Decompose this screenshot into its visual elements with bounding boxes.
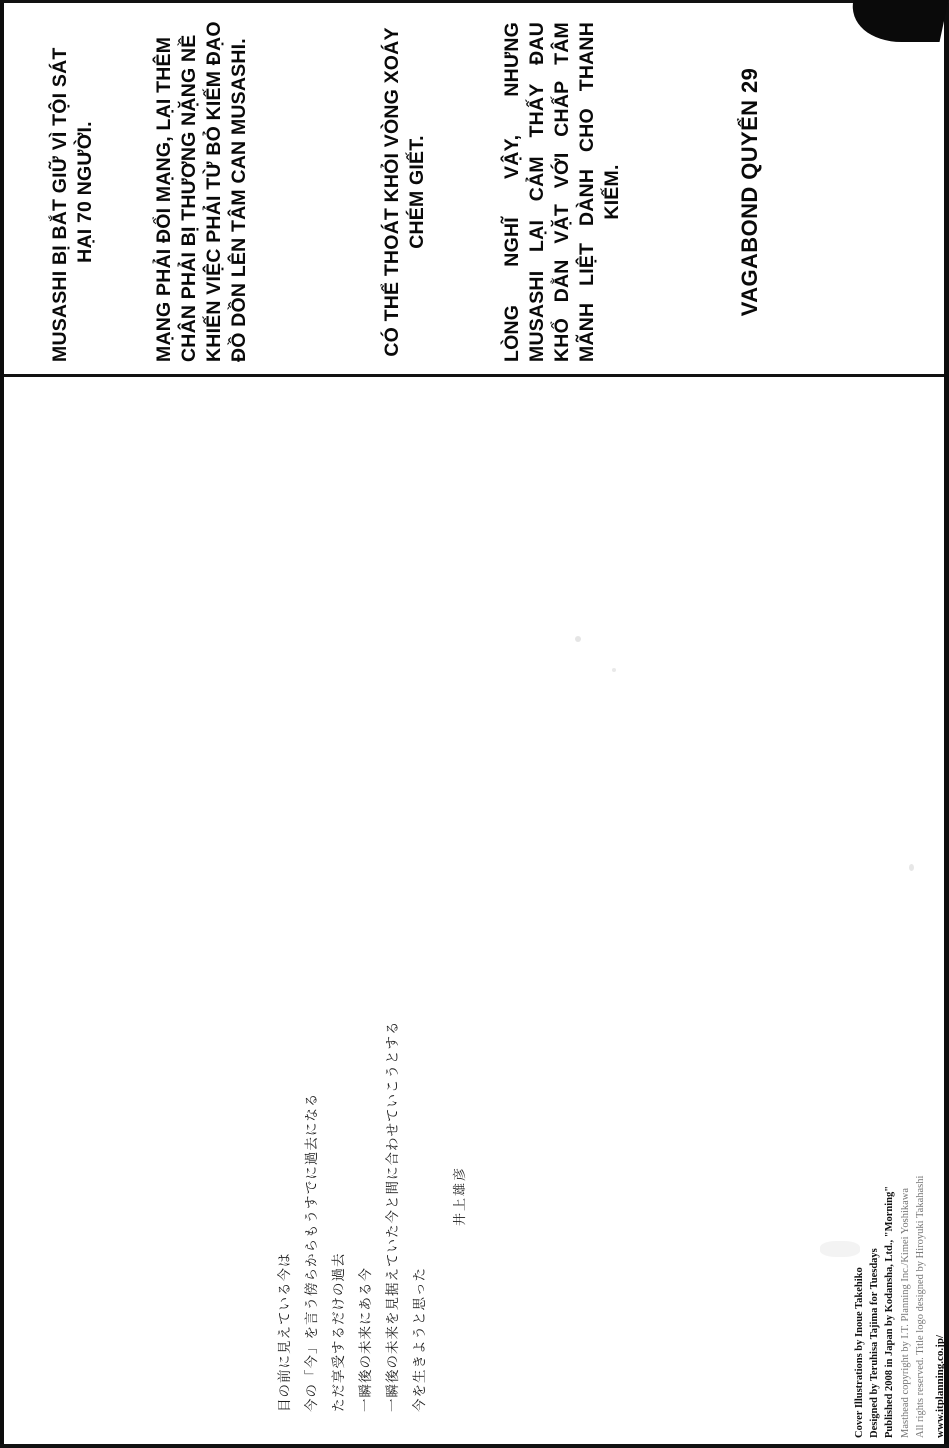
section-divider	[4, 374, 944, 377]
blurb-word: LẠI	[525, 219, 548, 252]
poem-line: 今の「今」を言う傍らからもうすでに過去になる	[304, 1092, 320, 1412]
blurb-paragraph-1	[48, 22, 98, 362]
credit-line: All rights reserved. Title logo designed by Hiroyuki Takahashi	[914, 1175, 926, 1438]
blurb-section	[0, 0, 949, 374]
credit-line: Masthead copyright by I.T. Planning Inc./Kimei Yoshikawa	[899, 1187, 911, 1438]
blurb-line: MẠNG PHẢI ĐỔI MẠNG, LẠI THÊM	[153, 36, 175, 362]
poem-line: 今を生きようと思った	[412, 1267, 428, 1412]
blurb-line: MUSASHI BỊ BẮT GIỮ VÌ TỘI SÁT	[49, 47, 71, 362]
credit-line: Designed by Teruhisa Tajima for Tuesdays	[869, 1248, 881, 1438]
blurb-word: DÀNH	[575, 168, 598, 226]
blurb-line	[575, 22, 600, 362]
publisher-url[interactable]: www.itplanning.co.jp/	[934, 1335, 947, 1438]
blurb-word: CHẤP	[550, 80, 573, 137]
scan-speck	[820, 1241, 860, 1257]
blurb-word: MUSASHI	[525, 270, 548, 362]
poem-line: 一瞬後の未来にある今	[358, 1267, 374, 1412]
credit-line: Cover Illustrations by Inoue Takehiko	[854, 1267, 865, 1438]
credit-line: Published 2008 in Japan by Kodansha, Ltd., "Morning"	[884, 1185, 896, 1438]
blurb-word: NGHĨ	[501, 217, 523, 267]
blurb-word: KHỔ	[550, 318, 573, 362]
blurb-word: CHO	[575, 108, 598, 153]
blurb-word: VẶT	[550, 204, 573, 244]
scan-speck	[909, 864, 914, 871]
japanese-poem	[272, 1021, 474, 1413]
blurb-line: KIẾM.	[600, 164, 623, 220]
blurb-line: KHIẾN VIỆC PHẢI TỪ BỎ KIẾM ĐẠO	[202, 21, 225, 362]
blurb-word: MÃNH	[575, 302, 598, 362]
blurb-word: TÂM	[550, 22, 573, 65]
blurb-word: VỚI	[550, 152, 573, 189]
blurb-line: ĐỒ DỒN LÊN TÂM CAN MUSASHI.	[227, 38, 250, 362]
blurb-paragraph-4	[500, 22, 625, 362]
blurb-line	[500, 22, 525, 362]
blurb-word: NHƯNG	[501, 22, 523, 97]
blurb-line: HẠI 70 NGƯỜI.	[73, 121, 96, 263]
poem-line: 目の前に見えている今は	[277, 1252, 293, 1412]
blurb-line	[525, 22, 550, 362]
volume-title	[736, 22, 764, 362]
page-border-bottom	[0, 1444, 949, 1448]
poem-line: 一瞬後の未来を見据えていた今と間に合わせていこうとする	[385, 1020, 401, 1412]
blurb-word: LÒNG	[501, 304, 523, 362]
blurb-line: CHÂN PHẢI BỊ THƯƠNG NẶNG NỀ	[177, 34, 200, 362]
blurb-word: ĐAU	[525, 22, 548, 65]
scan-speck	[612, 668, 616, 672]
blurb-word: CẢM	[525, 156, 548, 202]
scan-speck	[575, 636, 581, 642]
blurb-paragraph-2	[152, 22, 252, 362]
blurb-word: LIỆT	[575, 242, 598, 286]
copyright-credits	[852, 1176, 949, 1438]
blurb-line: CHÉM GIẾT.	[405, 135, 428, 249]
blurb-word: DẰN	[550, 259, 573, 303]
author-signature: 井上雄彦	[453, 1165, 468, 1226]
blurb-line	[550, 22, 575, 362]
blurb-word: THẤY	[525, 83, 548, 138]
poem-line: ただ享受するだけの過去	[331, 1252, 347, 1412]
blurb-line: CÓ THỂ THOÁT KHỎI VÒNG XOÁY	[381, 27, 403, 357]
blurb-paragraph-3	[380, 22, 430, 362]
blurb-word: VẬY,	[501, 134, 523, 179]
volume-title-text: VAGABOND QUYỂN 29	[737, 67, 762, 317]
blurb-word: THANH	[575, 22, 598, 92]
